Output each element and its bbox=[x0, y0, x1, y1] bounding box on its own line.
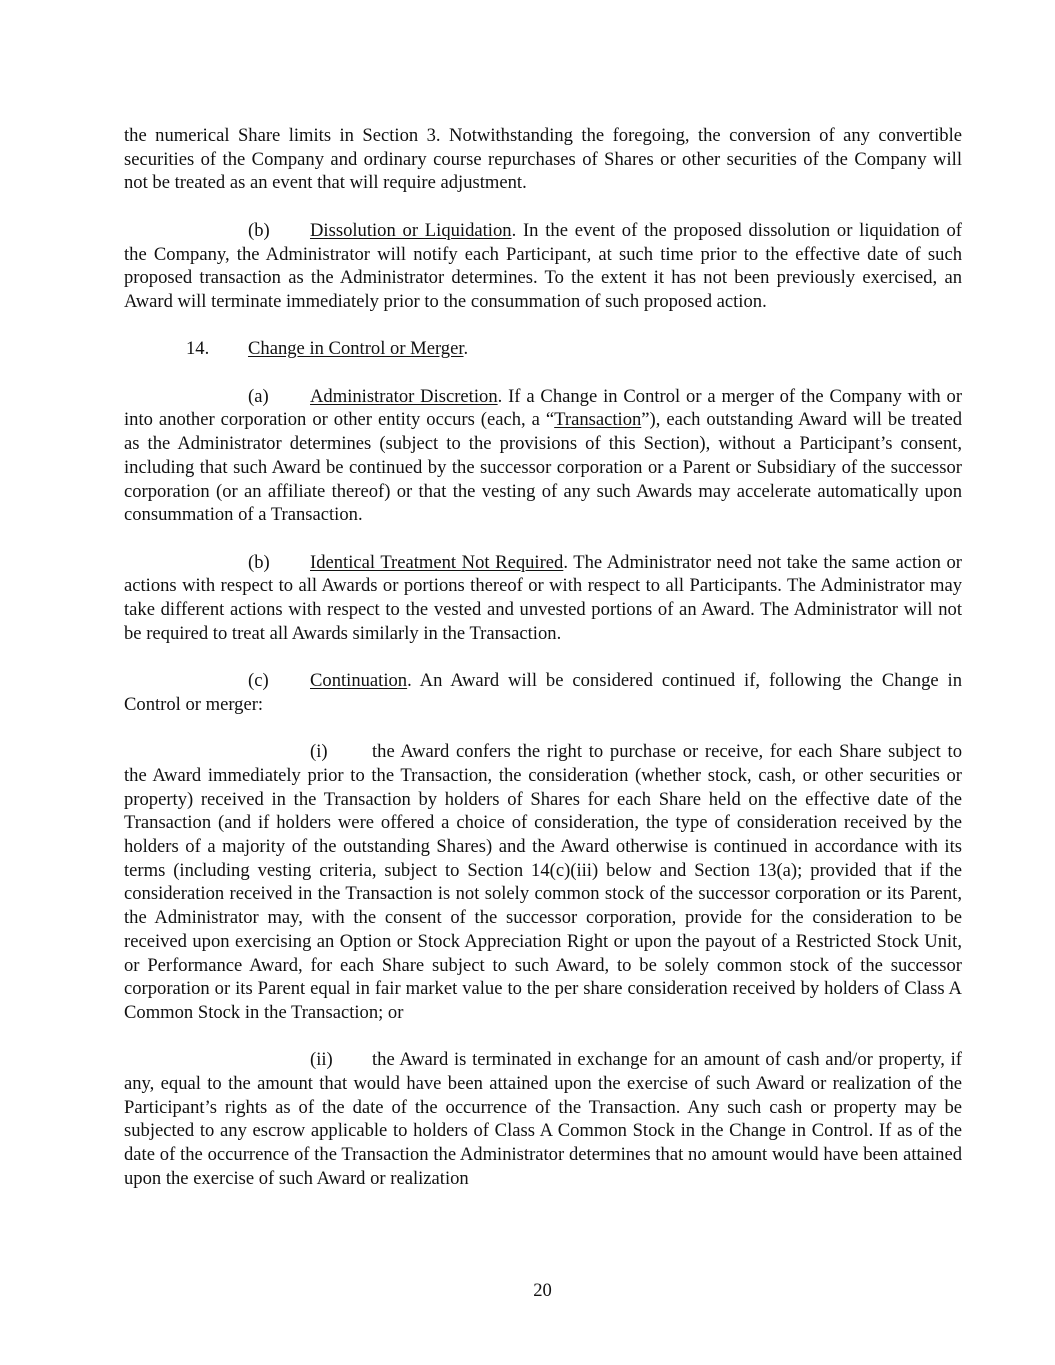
intro-paragraph: the numerical Share limits in Section 3. Notwithstanding the foregoing, the conversion of any convertible securities of the Company and ordinary course repurchases of Shares or other securities of the Company will not be treated as an event that will require adjustment. bbox=[124, 125, 962, 194]
section-14-heading bbox=[124, 337, 962, 361]
section-14c-paragraph bbox=[124, 669, 962, 716]
section-14a-title: Administrator Discretion bbox=[310, 385, 498, 407]
section-13b-paragraph bbox=[124, 219, 962, 314]
section-14-period: . bbox=[463, 338, 469, 360]
section-14-number: 14. bbox=[186, 338, 210, 360]
section-14a-paragraph bbox=[124, 385, 962, 527]
section-14c-i-label: (i) bbox=[310, 741, 328, 763]
section-14c-title: Continuation bbox=[310, 670, 408, 692]
section-14a-text-2: ”), each outstanding Award will be treated as the Administrator determines (subject to the provisions of this Section), without a Participant’s consent, including that such Award be continued by the successor corporation or a Parent or Subsidiary of the successor corporation (or an affiliate thereof) or that the vesting of any such Awards may accelerate automatically upon consummation of a Transaction. bbox=[124, 409, 963, 526]
section-14c-text: . An Award will be considered continued if, following the Change in Control or merger: bbox=[124, 670, 962, 715]
section-14b-paragraph bbox=[124, 551, 962, 646]
section-14b-label: (b) bbox=[248, 551, 270, 573]
section-14b-title: Identical Treatment Not Required bbox=[310, 551, 564, 573]
section-14a-text-1: . If a Change in Control or a merger of the Company with or into another corporation or other entity occurs (each, a “ bbox=[124, 385, 963, 431]
section-14c-i-paragraph bbox=[124, 740, 962, 1024]
section-14c-ii-paragraph bbox=[124, 1048, 962, 1190]
section-14c-i-text: the Award confers the right to purchase or receive, for each Share subject to the Award immediately prior to the Transaction, the consideration (whether stock, cash, or other securities or property) received in the Transaction by holders of Shares for each Share held on the effective date of the Transaction (and if holders were offered a choice of consideration, the type of consideration received by the holders of a majority of the outstanding Shares) and the Award otherwise is continued in accordance with its terms (including vesting criteria, subject to Section 14(c)(iii) below and Section 13(a); provided that if the consideration received in the Transaction is not solely common stock of the successor corporation or its Parent, the Administrator may, with the consent of the successor corporation, provide for the consideration to be received upon exercising an Option or Stock Appreciation Right or upon the payout of a Restricted Stock Unit, or Performance Award, for each Share subject to such Award, to be solely common stock of the successor corporation or its Parent equal in fair market value to the per share consideration received by holders of Class A Common Stock in the Transaction; or bbox=[124, 741, 962, 1023]
section-13b-text: . In the event of the proposed dissolution or liquidation of the Company, the Administrator will notify each Participant, at such time prior to the effective date of such proposed transaction as the Administrator determines. To the extent it has not been previously exercised, an Award will terminate immediately prior to the consummation of such proposed action. bbox=[124, 219, 963, 312]
section-14b-text: . The Administrator need not take the same action or actions with respect to all Awards or portions thereof or with respect to all Participants. The Administrator may take different actions with respect to the vested and unvested portions of an Award. The Administrator will not be required to treat all Awards similarly in the Transaction. bbox=[124, 551, 962, 644]
page-number: 20 bbox=[533, 1280, 552, 1301]
section-14c-ii-text: the Award is terminated in exchange for an amount of cash and/or property, if any, equal to the amount that would have been attained upon the exercise of such Award or realization of the Participant’s rights as of the date of the occurrence of the Transaction. Any such cash or property may be subjected to any escrow applicable to holders of Class A Common Stock in the Change in Control. If as of the date of the occurrence of the Transaction the Administrator determines that no amount would have been attained upon the exercise of such Award or realization bbox=[124, 1049, 962, 1189]
section-13b-label: (b) bbox=[248, 219, 270, 241]
section-13b-title: Dissolution or Liquidation bbox=[310, 219, 512, 241]
section-14-title: Change in Control or Merger bbox=[248, 338, 464, 360]
document-page bbox=[124, 124, 962, 1214]
section-14c-ii-label: (ii) bbox=[310, 1049, 333, 1071]
defined-term-transaction: Transaction bbox=[554, 409, 642, 431]
section-14c-label: (c) bbox=[248, 670, 269, 692]
section-14a-label: (a) bbox=[248, 385, 269, 407]
